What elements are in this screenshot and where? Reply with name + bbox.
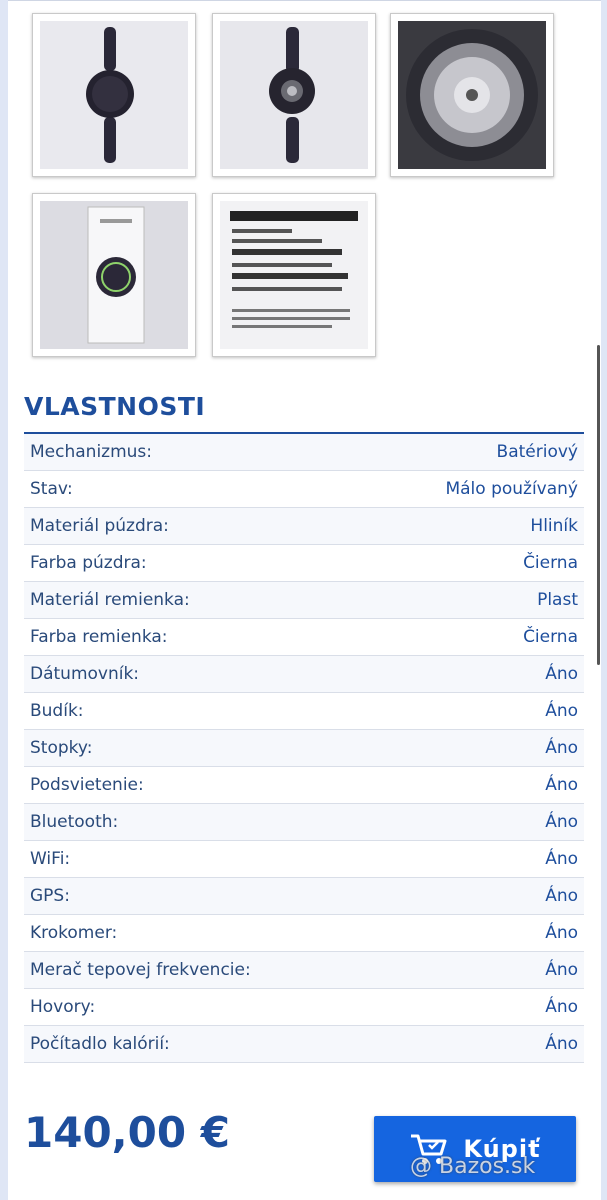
row-value: Áno [545,960,578,980]
properties-title: VLASTNOSTI [24,392,206,421]
row-label: Materiál remienka: [30,590,190,610]
row-label: Farba remienka: [30,627,168,647]
row-label: WiFi: [30,849,71,869]
buy-button-label: Kúpiť [463,1135,541,1163]
row-value: Plast [537,590,578,610]
table-row [24,693,584,730]
row-label: Budík: [30,701,84,721]
row-value: Áno [545,775,578,795]
row-label: Materiál púzdra: [30,516,169,536]
row-value: Áno [545,664,578,684]
thumbnail-1[interactable] [32,13,196,177]
row-value: Čierna [523,627,578,647]
scrollbar[interactable] [597,345,600,665]
watch-box-photo [40,201,188,349]
row-label: GPS: [30,886,70,906]
row-value: Áno [545,701,578,721]
thumbnail-3[interactable] [390,13,554,177]
row-value: Málo používaný [445,479,578,499]
thumbnail-4[interactable] [32,193,196,357]
row-label: Farba púzdra: [30,553,147,573]
row-label: Krokomer: [30,923,118,943]
row-value: Áno [545,923,578,943]
row-value: Áno [545,886,578,906]
table-row [24,508,584,545]
row-value: Áno [545,812,578,832]
table-row [24,730,584,767]
table-row [24,471,584,508]
row-label: Merač tepovej frekvencie: [30,960,251,980]
table-row [24,841,584,878]
price: 140,00 € [24,1108,230,1157]
thumbnail-5[interactable] [212,193,376,357]
row-label: Stopky: [30,738,93,758]
row-label: Počítadlo kalórií: [30,1034,170,1054]
table-row [24,1026,584,1063]
table-row [24,878,584,915]
row-label: Mechanizmus: [30,442,153,462]
thumbnail-2[interactable] [212,13,376,177]
row-value: Hliník [530,516,578,536]
table-row [24,952,584,989]
table-row [24,767,584,804]
row-value: Áno [545,849,578,869]
box-label-photo [220,201,368,349]
row-label: Bluetooth: [30,812,119,832]
row-label: Dátumovník: [30,664,140,684]
row-label: Stav: [30,479,73,499]
watch-front-photo [40,21,188,169]
table-row [24,656,584,693]
row-label: Podsvietenie: [30,775,144,795]
table-row [24,619,584,656]
row-value: Batériový [496,442,578,462]
watermark: @ Bazos.sk [410,1154,536,1179]
table-row [24,582,584,619]
watch-strap-photo [220,21,368,169]
row-label: Hovory: [30,997,96,1017]
table-row [24,915,584,952]
divider [8,0,601,1]
properties-table [24,434,584,1063]
row-value: Čierna [523,553,578,573]
row-value: Áno [545,997,578,1017]
listing-page [8,0,601,1200]
table-row [24,804,584,841]
table-row [24,545,584,582]
table-row [24,989,584,1026]
table-row [24,434,584,471]
row-value: Áno [545,738,578,758]
watch-back-photo [398,21,546,169]
row-value: Áno [545,1034,578,1054]
